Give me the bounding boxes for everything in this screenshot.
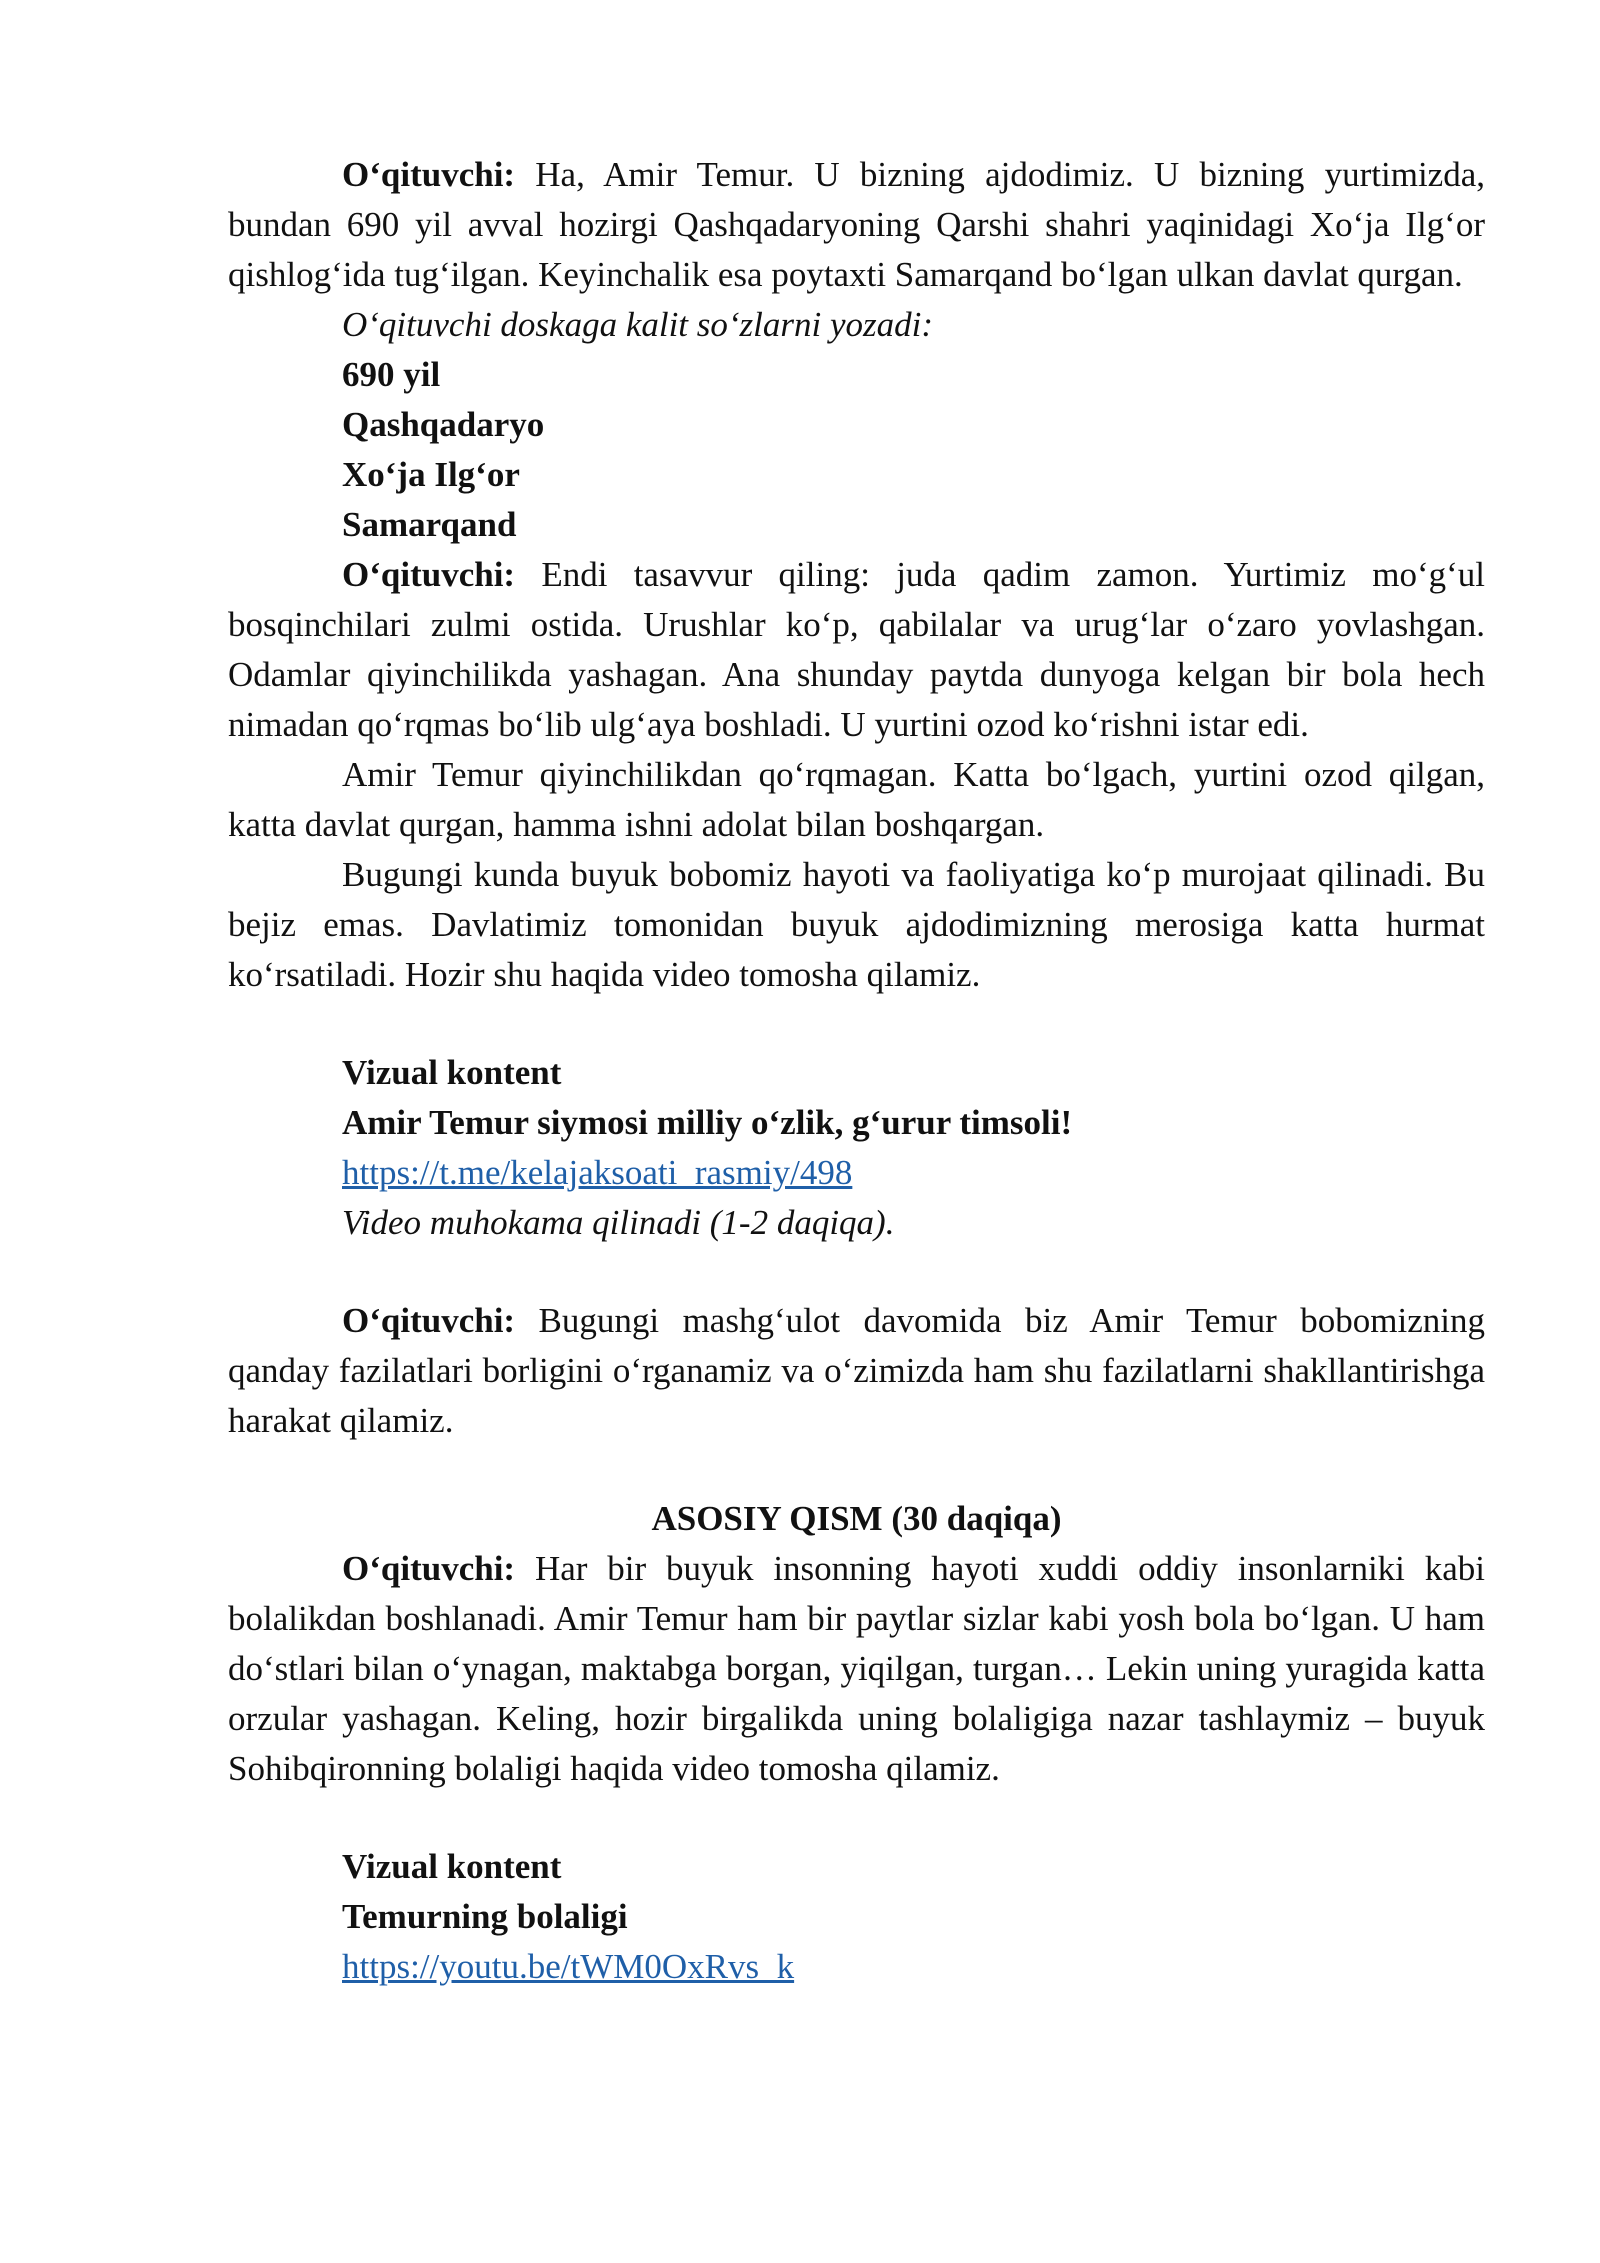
speaker-label: O‘qituvchi: — [342, 1301, 516, 1340]
document-page — [228, 150, 1485, 1992]
video-note: Video muhokama qilinadi (1-2 daqiqa). — [342, 1203, 895, 1242]
keyword-item: Qashqadaryo — [342, 405, 545, 444]
video-link-row — [228, 1148, 1485, 1198]
paragraph-text: Har bir buyuk insonning hayoti xuddi oddiy insonlarniki kabi bolalikdan boshlanadi. Amir Temur ham bir paytlar sizlar kabi yosh bola bo‘lgan. U ham do‘stlari bilan o‘ynagan, maktabga borgan, yiqilgan, turgan… Lekin uning yuragida katta orzular yashagan. Keling, hozir birgalikda uning bolaligiga nazar tashlaymiz – buyuk Sohibqironning bolaligi haqida video tomosha qilamiz. — [228, 1549, 1486, 1788]
visual-content-heading: Vizual kontent — [342, 1847, 562, 1886]
paragraph-5 — [228, 1296, 1485, 1446]
section-title: ASOSIY QISM (30 daqiqa) — [651, 1499, 1062, 1538]
paragraph-3: Amir Temur qiyinchilikdan qo‘rqmagan. Katta bo‘lgach, yurtini ozod qilgan, katta davlat qurgan, hamma ishni adolat bilan boshqargan. — [228, 755, 1485, 844]
spacer — [228, 1794, 1485, 1842]
video-link[interactable]: https://youtu.be/tWM0OxRvs_k — [342, 1947, 795, 1986]
paragraph-4: Bugungi kunda buyuk bobomiz hayoti va faoliyatiga ko‘p murojaat qilinadi. Bu bejiz emas. Davlatimiz tomonidan buyuk ajdodimizning merosiga katta hurmat ko‘rsatiladi. Hozir shu haqida video tomosha qilamiz. — [228, 855, 1485, 994]
spacer — [228, 1248, 1485, 1296]
spacer — [228, 1000, 1485, 1048]
speaker-label: O‘qituvchi: — [342, 155, 516, 194]
paragraph-text: Ha, Amir Temur. U bizning ajdodimiz. U bizning yurtimizda, bundan 690 yil avval hozirgi Qashqadaryoning Qarshi shahri yaqinidagi Xo‘ja Ilg‘or qishlog‘ida tug‘ilgan. Keyinchalik esa poytaxti Samarqand bo‘lgan ulkan davlat qurgan. — [228, 155, 1486, 294]
video-title: Temurning bolaligi — [342, 1897, 628, 1936]
speaker-label: O‘qituvchi: — [342, 555, 516, 594]
paragraph-text: Endi tasavvur qiling: juda qadim zamon. Yurtimiz mo‘g‘ul bosqinchilari zulmi ostida. Urushlar ko‘p, qabilalar va urug‘lar o‘zaro yovlashgan. Odamlar qiyinchilikda yashagan. Ana shunday paytda dunyoga kelgan bir bola hech nimadan qo‘rqmas bo‘lib ulg‘aya boshladi. U yurtini ozod ko‘rishni istar edi. — [228, 555, 1485, 744]
paragraph-6 — [228, 1544, 1485, 1794]
video-link[interactable]: https://t.me/kelajaksoati_rasmiy/498 — [342, 1153, 853, 1192]
keyword-item: 690 yil — [342, 355, 441, 394]
board-note: O‘qituvchi doskaga kalit so‘zlarni yozadi: — [342, 305, 934, 344]
paragraph-text: Bugungi mashg‘ulot davomida biz Amir Temur bobomizning qanday fazilatlari borligini o‘rganamiz va o‘zimizda ham shu fazilatlarni shakllantirishga harakat qilamiz. — [228, 1301, 1486, 1440]
video-link-row — [228, 1942, 1485, 1992]
keyword-item: Samarqand — [342, 505, 517, 544]
keyword-item: Xo‘ja Ilg‘or — [342, 455, 520, 494]
visual-content-heading: Vizual kontent — [342, 1053, 562, 1092]
video-title: Amir Temur siymosi milliy o‘zlik, g‘urur timsoli! — [342, 1103, 1073, 1142]
spacer — [228, 1446, 1485, 1494]
paragraph-2 — [228, 550, 1485, 750]
paragraph-1 — [228, 150, 1485, 300]
speaker-label: O‘qituvchi: — [342, 1549, 516, 1588]
